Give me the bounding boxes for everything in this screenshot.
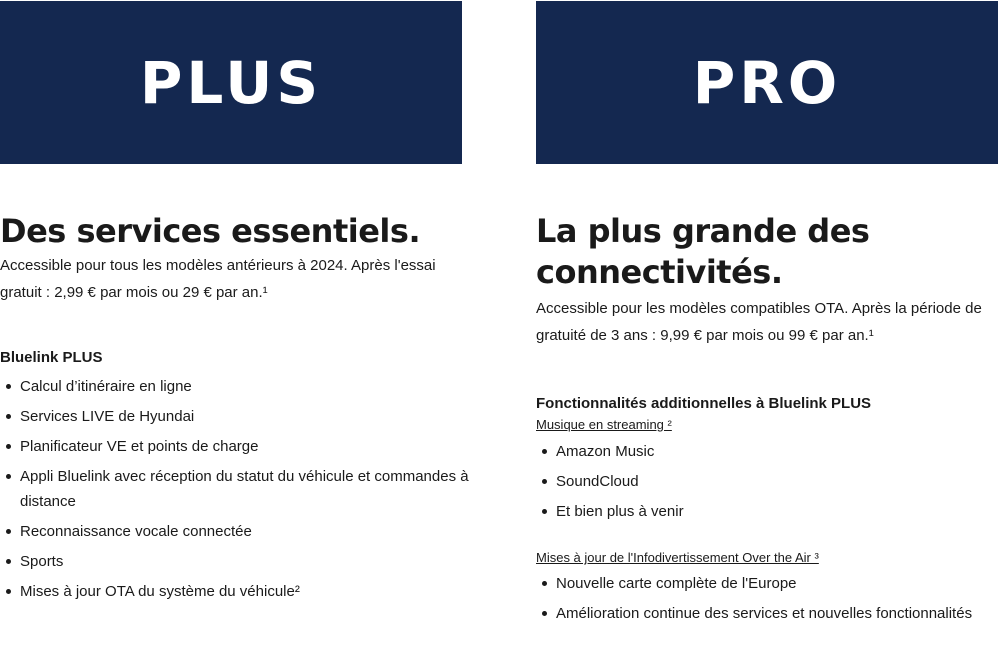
feature-text: Amélioration continue des services et nouvelles fonctionnalités [556, 605, 973, 622]
list-item [0, 464, 470, 514]
feature-text: Amazon Music [556, 443, 655, 460]
list-item [536, 571, 1002, 596]
bullet-icon [6, 559, 11, 564]
ota-link[interactable]: Mises à jour de l'Infodivertissement Over the Air ³ [536, 550, 819, 565]
list-item [0, 404, 470, 429]
bullet-icon [6, 529, 11, 534]
plus-banner [0, 1, 462, 164]
pro-banner [536, 1, 998, 164]
bullet-icon [542, 509, 547, 514]
list-item [0, 549, 470, 574]
bullet-icon [542, 611, 547, 616]
list-item [0, 434, 470, 459]
list-item [0, 519, 470, 544]
list-item [536, 439, 1002, 464]
streaming-list [536, 439, 1002, 524]
bullet-icon [6, 589, 11, 594]
feature-text: SoundCloud [556, 473, 639, 490]
pro-banner-title: PRO [692, 48, 842, 117]
bullet-icon [542, 479, 547, 484]
bullet-icon [6, 474, 11, 479]
list-item [0, 374, 470, 399]
feature-text: Reconnaissance vocale connectée [20, 523, 252, 540]
feature-text: Sports [20, 553, 64, 570]
feature-text: Appli Bluelink avec réception du statut du véhicule et commandes à distance [20, 468, 469, 510]
plus-section-title: Bluelink PLUS [0, 349, 103, 366]
feature-text: Mises à jour OTA du système du véhicule² [20, 583, 300, 600]
bullet-icon [6, 444, 11, 449]
bullet-icon [542, 449, 547, 454]
bullet-icon [542, 581, 547, 586]
plus-lead: Accessible pour tous les modèles antérieurs à 2024. Après l'essai gratuit : 2,99 € par mois ou 29 € par an.¹ [0, 257, 436, 301]
bullet-icon [6, 384, 11, 389]
ota-list [536, 571, 1002, 626]
plus-banner-title: PLUS [139, 48, 323, 117]
feature-text: Et bien plus à venir [556, 503, 684, 520]
plan-plus [0, 0, 470, 609]
list-item [536, 601, 1002, 626]
list-item [0, 579, 470, 604]
plan-pro [536, 0, 1002, 631]
feature-text: Planificateur VE et points de charge [20, 438, 259, 455]
pro-lead: Accessible pour les modèles compatibles OTA. Après la période de gratuité de 3 ans : 9,99 € par mois ou 99 € par an.¹ [536, 300, 982, 344]
feature-text: Nouvelle carte complète de l'Europe [556, 575, 797, 592]
pro-section-title: Fonctionnalités additionnelles à Bluelink PLUS [536, 395, 872, 412]
plus-heading: Des services essentiels. [0, 212, 421, 250]
pro-heading: La plus grande des connectivités. [536, 212, 870, 291]
plus-feature-list [0, 374, 470, 604]
streaming-link[interactable]: Musique en streaming ² [536, 417, 672, 432]
feature-text: Services LIVE de Hyundai [20, 408, 195, 425]
list-item [536, 499, 1002, 524]
bullet-icon [6, 414, 11, 419]
feature-text: Calcul d’itinéraire en ligne [20, 378, 192, 395]
list-item [536, 469, 1002, 494]
